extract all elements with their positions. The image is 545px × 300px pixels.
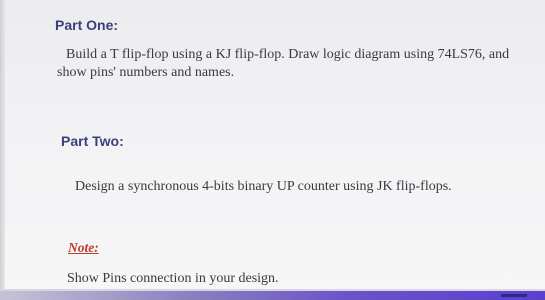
part-two-heading: Part Two: xyxy=(61,133,124,149)
note-text: Show Pins connection in your design. xyxy=(67,271,279,286)
bottom-accent-mark xyxy=(501,294,527,297)
bottom-border-bar xyxy=(0,291,545,300)
part-one-line-1: Build a T flip-flop using a KJ flip-flop. Draw logic diagram using 74LS76, and xyxy=(66,47,510,62)
part-one-line-2: show pins' numbers and names. xyxy=(57,65,235,80)
page-left-edge xyxy=(0,0,5,300)
note-label: Note: xyxy=(68,240,99,255)
part-one-heading: Part One: xyxy=(55,17,119,33)
part-two-line-1: Design a synchronous 4-bits binary UP counter using JK flip-flops. xyxy=(75,179,452,194)
